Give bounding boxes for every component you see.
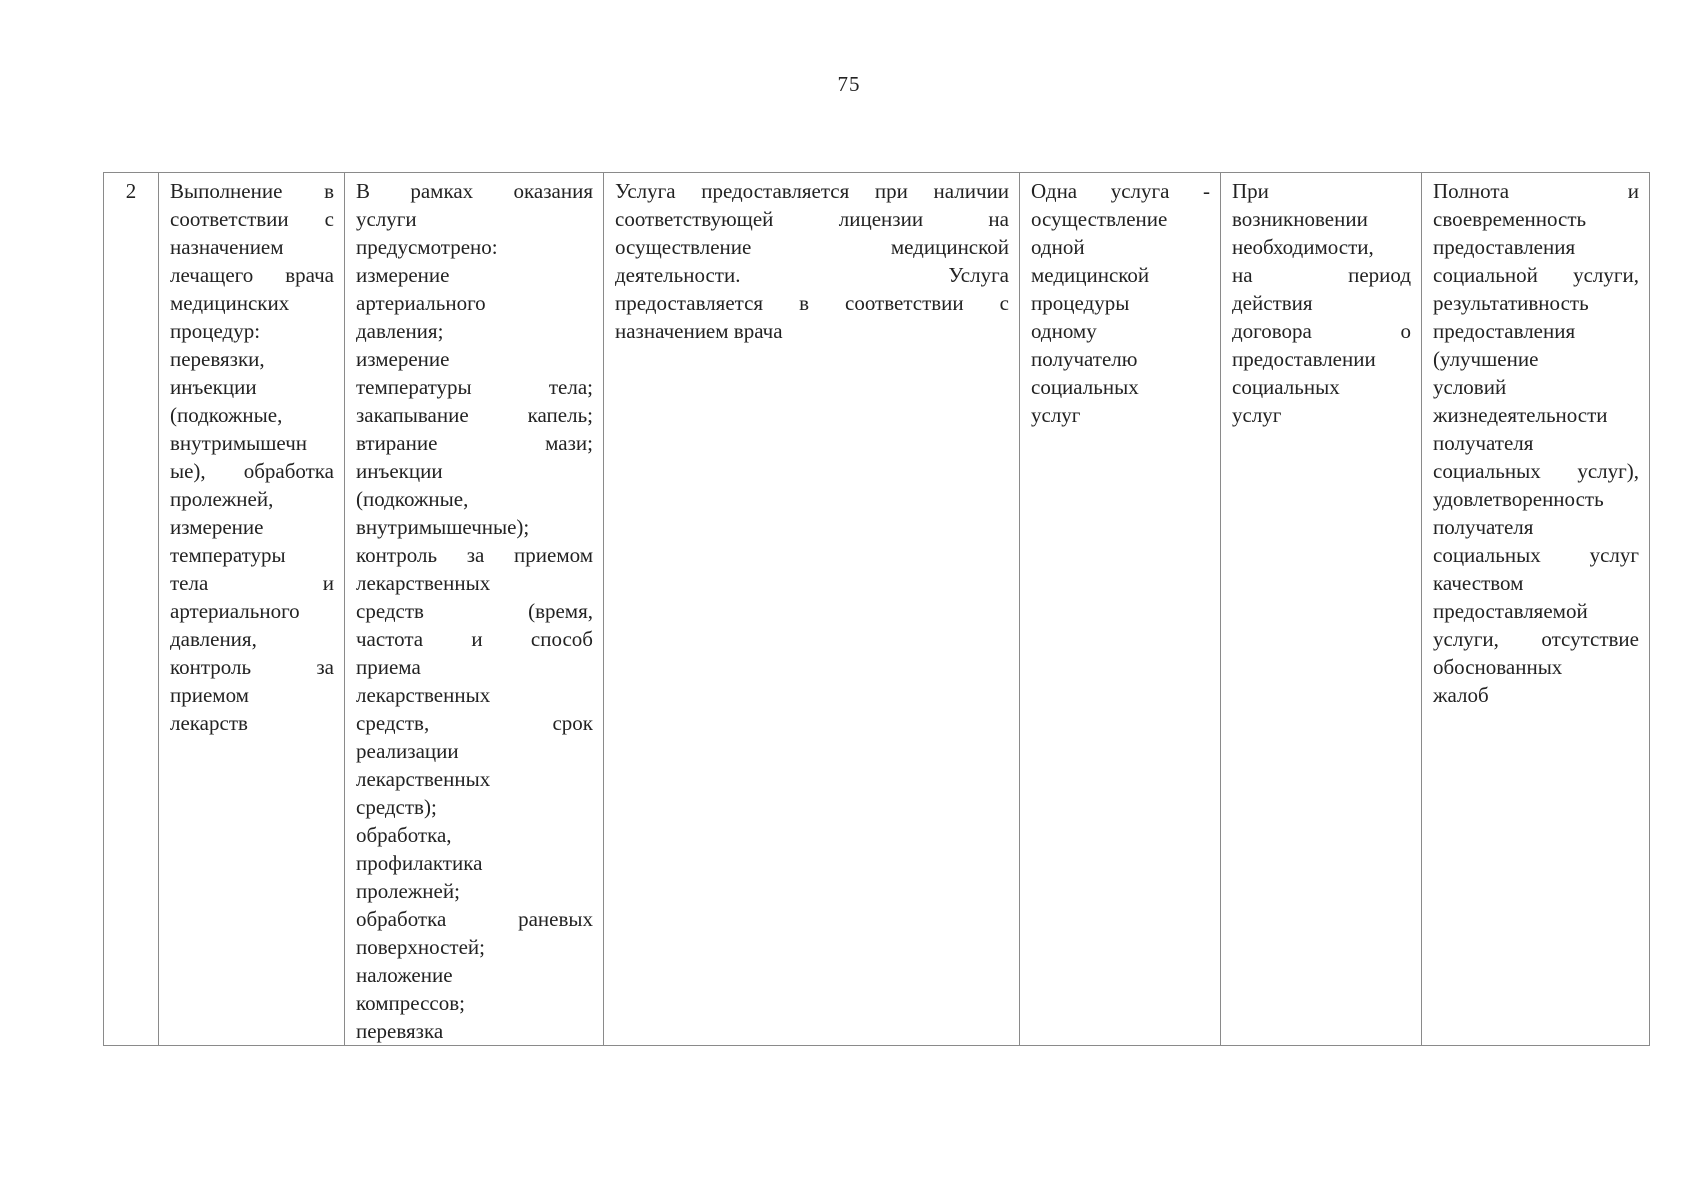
cell-text-line: (подкожные, xyxy=(356,487,469,511)
cell-text-line: реализации xyxy=(356,739,459,763)
cell-text-line: соответствии с xyxy=(170,207,334,231)
cell-text-line: перевязка xyxy=(356,1019,444,1043)
cell-text-line: средств, срок xyxy=(356,711,593,735)
cell-text-line: предоставлении xyxy=(1232,347,1376,371)
cell-text-line: измерение xyxy=(356,347,450,371)
cell-text-line: услуг xyxy=(1232,403,1282,427)
cell-text-line: средств); xyxy=(356,795,437,819)
services-table xyxy=(103,172,1650,1046)
cell-text-line: социальных xyxy=(1232,375,1340,399)
cell-text-line: возникновении xyxy=(1232,207,1368,231)
cell-text-line: контроль за приемом xyxy=(356,543,593,567)
cell-text-line: предоставления xyxy=(1433,319,1576,343)
cell-text-line: компрессов; xyxy=(356,991,465,1015)
cell-text-line: качеством xyxy=(1433,571,1524,595)
cell-text-line: процедуры xyxy=(1031,291,1130,315)
cell-text-line: (улучшение xyxy=(1433,347,1539,371)
cell-text-line: социальных услуг), xyxy=(1433,459,1639,483)
cell-text-line: медицинской xyxy=(1031,263,1150,287)
cell-text-line: лекарств xyxy=(170,711,248,735)
cell-text-line: давления, xyxy=(170,627,257,651)
cell-text-line: социальной услуги, xyxy=(1433,263,1639,287)
cell-text-line: контроль за xyxy=(170,655,334,679)
cell-text-line: действия xyxy=(1232,291,1313,315)
cell-text-line: профилактика xyxy=(356,851,483,875)
page-number: 75 xyxy=(837,72,861,96)
cell-text-line: обоснованных xyxy=(1433,655,1563,679)
cell-text-line: (подкожные, xyxy=(170,403,283,427)
cell-text-line: получателя xyxy=(1433,431,1534,455)
cell-text-line: артериального xyxy=(170,599,300,623)
cell-text-line: Полнота и xyxy=(1433,179,1639,203)
cell-text-line: температуры xyxy=(170,543,286,567)
cell-text-line: измерение xyxy=(356,263,450,287)
cell-text-line: инъекции xyxy=(356,459,443,483)
cell-text-line: инъекции xyxy=(170,375,257,399)
cell-text-line: ые), обработка xyxy=(170,459,334,483)
quality-indicators-cell xyxy=(1422,173,1650,1046)
cell-text-line: лекарственных xyxy=(356,767,491,791)
cell-text-line: закапывание капель; xyxy=(356,403,593,427)
cell-text-line: артериального xyxy=(356,291,486,315)
cell-text-line: осуществление xyxy=(1031,207,1168,231)
cell-text-line: жизнедеятельности xyxy=(1433,403,1608,427)
cell-text-line: удовлетворенность xyxy=(1433,487,1604,511)
service-content-cell xyxy=(345,173,604,1046)
service-period-cell xyxy=(1221,173,1422,1046)
row-number-cell xyxy=(104,173,159,1046)
cell-text-line: внутримышечн xyxy=(170,431,307,455)
cell-text-line: тела и xyxy=(170,571,334,595)
cell-text-line: поверхностей; xyxy=(356,935,486,959)
cell-text-line: Выполнение в xyxy=(170,179,334,203)
cell-text-line: пролежней; xyxy=(356,879,460,903)
cell-text-line: на период xyxy=(1232,263,1411,287)
cell-text-line: перевязки, xyxy=(170,347,265,371)
cell-text-line: наложение xyxy=(356,963,453,987)
cell-text-line: В рамках оказания xyxy=(356,179,593,203)
cell-text-line: лекарственных xyxy=(356,571,491,595)
cell-text-line: осуществление медицинской xyxy=(615,235,1009,259)
cell-text-line: условий xyxy=(1433,375,1507,399)
cell-text-line: температуры тела; xyxy=(356,375,593,399)
cell-text-line: обработка раневых xyxy=(356,907,593,931)
row-number: 2 xyxy=(125,179,137,203)
cell-text-line: Одна услуга - xyxy=(1031,179,1210,203)
cell-text-line: деятельности. Услуга xyxy=(615,263,1009,287)
cell-text-line: втирание мази; xyxy=(356,431,593,455)
cell-text-line: лечащего врача xyxy=(170,263,334,287)
cell-text-line: медицинских xyxy=(170,291,290,315)
cell-text-line: измерение xyxy=(170,515,264,539)
cell-text-line: предусмотрено: xyxy=(356,235,498,259)
cell-text-line: обработка, xyxy=(356,823,452,847)
cell-text-line: назначением xyxy=(170,235,284,259)
service-volume-cell xyxy=(1020,173,1221,1046)
cell-text-line: пролежней, xyxy=(170,487,274,511)
cell-text-line: лекарственных xyxy=(356,683,491,707)
table-row xyxy=(104,173,1650,1046)
cell-text-line: необходимости, xyxy=(1232,235,1374,259)
cell-text-line: социальных услуг xyxy=(1433,543,1639,567)
cell-text-line: При xyxy=(1232,179,1269,203)
cell-text-line: одному xyxy=(1031,319,1097,343)
cell-text-line: предоставления xyxy=(1433,235,1576,259)
cell-text-line: услуги, отсутствие xyxy=(1433,627,1639,651)
cell-text-line: жалоб xyxy=(1433,683,1489,707)
cell-text-line: процедур: xyxy=(170,319,261,343)
cell-text-line: услуги xyxy=(356,207,417,231)
cell-text-line: результативность xyxy=(1433,291,1589,315)
cell-text-line: получателю xyxy=(1031,347,1138,371)
service-name-cell xyxy=(159,173,345,1046)
cell-text-line: получателя xyxy=(1433,515,1534,539)
cell-text-line: внутримышечные); xyxy=(356,515,530,539)
cell-text-line: своевременность xyxy=(1433,207,1587,231)
cell-text-line: средств (время, xyxy=(356,599,593,623)
cell-text-line: предоставляемой xyxy=(1433,599,1588,623)
cell-text-line: соответствующей лицензии на xyxy=(615,207,1009,231)
cell-text-line: приемом xyxy=(170,683,249,707)
cell-text-line: назначением врача xyxy=(615,319,783,343)
cell-text-line: услуг xyxy=(1031,403,1081,427)
cell-text-line: предоставляется в соответствии с xyxy=(615,291,1009,315)
cell-text-line: Услуга предоставляется при наличии xyxy=(615,179,1009,203)
cell-text-line: социальных xyxy=(1031,375,1139,399)
cell-text-line: давления; xyxy=(356,319,444,343)
cell-text-line: частота и способ xyxy=(356,627,593,651)
cell-text-line: договора о xyxy=(1232,319,1411,343)
service-conditions-cell xyxy=(604,173,1020,1046)
cell-text-line: одной xyxy=(1031,235,1085,259)
cell-text-line: приема xyxy=(356,655,421,679)
